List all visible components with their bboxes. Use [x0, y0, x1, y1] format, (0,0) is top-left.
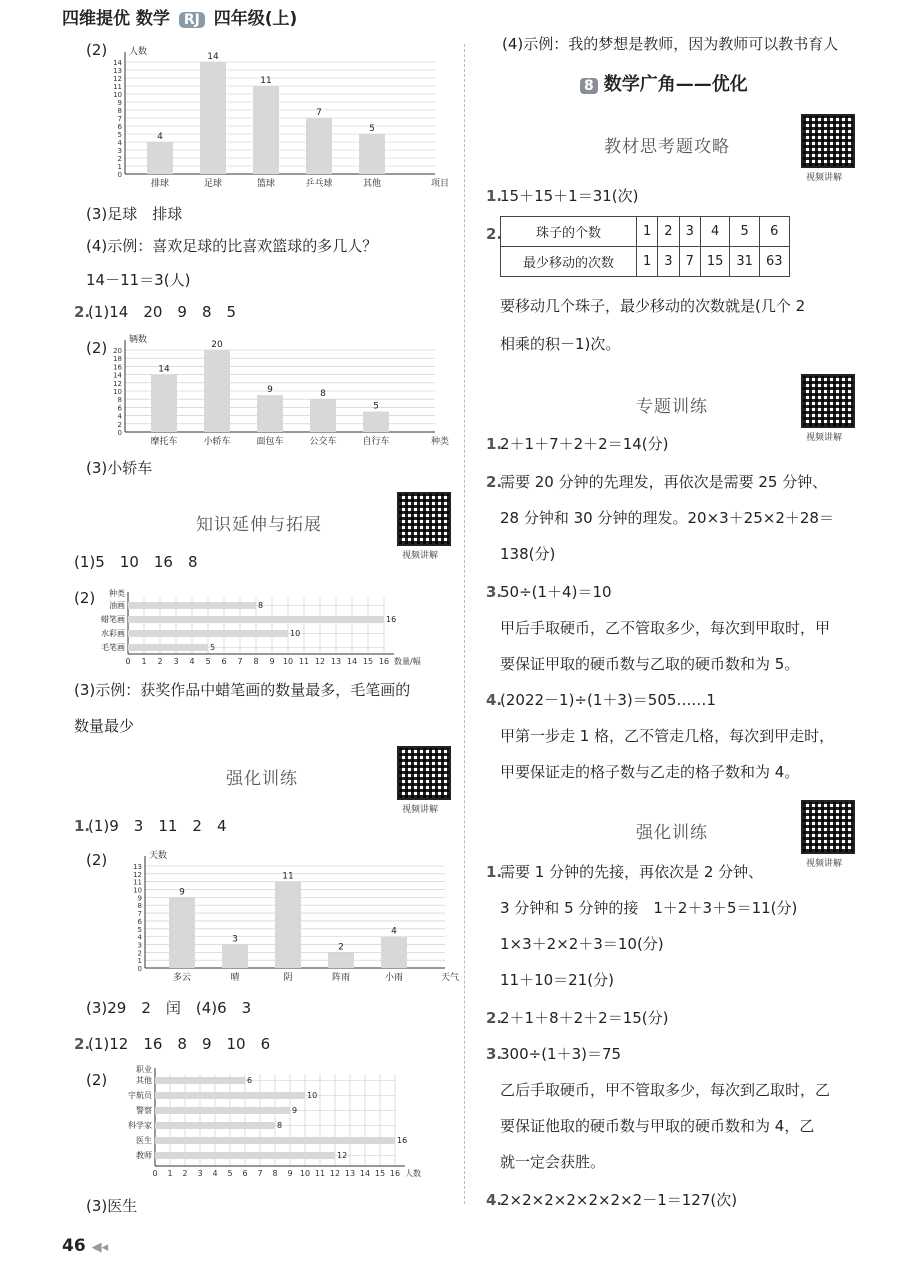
- bar: [155, 1107, 290, 1114]
- bar: [128, 630, 288, 637]
- qr-code-icon[interactable]: [397, 746, 451, 800]
- unit-number-badge: 8: [580, 78, 598, 94]
- answer-line: 数量最少: [74, 717, 135, 735]
- question-number: 2.: [486, 473, 503, 491]
- y-tick-label: 0: [117, 429, 122, 437]
- x-tick-label: 阵雨: [331, 973, 351, 983]
- table-cell: 1: [637, 217, 658, 247]
- question-number: 3.: [486, 583, 503, 601]
- table-cell: 6: [759, 217, 789, 247]
- x-tick-label: 8: [272, 1169, 278, 1178]
- y-tick-label: 13: [133, 863, 142, 871]
- question-number: 4.: [486, 1191, 503, 1209]
- data-label: 16: [386, 615, 397, 624]
- y-tick-label: 2: [137, 949, 142, 958]
- x-tick-label: 2: [157, 657, 163, 666]
- x-tick-label: 7: [257, 1169, 263, 1178]
- x-tick-label: 14: [346, 657, 358, 666]
- data-label: 16: [397, 1136, 408, 1145]
- y-tick-label: 科学家: [128, 1121, 152, 1130]
- question-number: 2.: [486, 1009, 503, 1027]
- x-tick-label: 小轿车: [203, 437, 231, 447]
- y-tick-label: 8: [117, 107, 122, 115]
- table-row: [501, 217, 790, 247]
- qr-label: 视频讲解: [806, 173, 843, 183]
- y-tick-label: 1: [117, 163, 122, 171]
- chart-artworks: [90, 584, 440, 666]
- answer-line: 要移动几个珠子，最少移动的次数就是(几个 2: [500, 297, 806, 315]
- question-number: 2.: [74, 1035, 91, 1053]
- data-label: 20: [211, 340, 223, 350]
- x-tick-label: 多云: [172, 973, 192, 983]
- question-number: 3.: [486, 1045, 503, 1063]
- y-tick-label: 5: [117, 131, 122, 139]
- answer-line: 14－11＝3(人): [86, 271, 191, 289]
- answer-line: (3)示例：获奖作品中蜡笔画的数量最多，毛笔画的: [74, 681, 411, 699]
- table-cell: 2: [658, 217, 679, 247]
- section-title: 强化训练: [636, 823, 708, 843]
- data-label: 5: [373, 401, 379, 412]
- data-label: 5: [210, 643, 216, 652]
- answer-line: 3 分钟和 5 分钟的接 1＋2＋3＋5＝11(分): [500, 899, 798, 917]
- question-number: 2.: [74, 303, 91, 321]
- answer-line: (2022－1)÷(1＋3)＝505……1: [500, 691, 716, 709]
- y-tick-label: 10: [133, 886, 142, 895]
- y-tick-label: 7: [117, 115, 122, 123]
- x-tick-label: 15: [362, 657, 374, 666]
- y-tick-label: 6: [137, 917, 142, 926]
- x-tick-label: 5: [205, 657, 211, 666]
- qr-code-icon[interactable]: [801, 800, 855, 854]
- x-tick-label: 0: [125, 657, 131, 666]
- y-tick-label: 4: [117, 412, 122, 421]
- y-tick-label: 2: [117, 155, 122, 163]
- x-tick-label: 面包车: [256, 437, 284, 447]
- qr-code-icon[interactable]: [801, 114, 855, 168]
- bar: [155, 1152, 335, 1159]
- bar: [200, 62, 226, 174]
- y-tick-label: 1: [137, 957, 142, 966]
- y-tick-label: 油画: [109, 601, 125, 610]
- y-axis-label: 辆数: [129, 335, 148, 345]
- y-tick-label: 12: [113, 379, 122, 388]
- answer-line: 乙后手取硬币，甲不管取多少，每次到乙取时，乙: [500, 1081, 831, 1099]
- data-label: 6: [247, 1076, 253, 1085]
- grade-label: 四年级(上): [213, 9, 298, 29]
- unit-heading: [580, 70, 748, 96]
- x-tick-label: 足球: [203, 179, 223, 189]
- answer-line: (4)示例：喜欢足球的比喜欢篮球的多几人？: [86, 237, 378, 255]
- qr-label: 视频讲解: [806, 859, 843, 869]
- chart-students-sports: [105, 36, 450, 189]
- x-tick-label: 排球: [150, 179, 170, 189]
- beads-table: [500, 216, 790, 277]
- answer-line: 需要 1 分钟的先接，再依次是 2 分钟、: [500, 863, 764, 881]
- y-tick-label: 医生: [136, 1136, 152, 1145]
- y-tick-label: 7: [137, 910, 142, 919]
- answer-line: 11＋10＝21(分): [500, 971, 614, 989]
- data-label: 9: [292, 1106, 298, 1115]
- question-number: 1.: [74, 817, 91, 835]
- x-tick-label: 13: [344, 1169, 356, 1178]
- data-label: 14: [158, 364, 170, 375]
- qr-label: 视频讲解: [806, 433, 843, 443]
- x-axis-label: 种类: [431, 437, 450, 447]
- y-tick-label: 8: [137, 902, 142, 911]
- book-title: 四维提优 数学: [62, 9, 170, 29]
- answer-line: (1)12 16 8 9 10 6: [88, 1035, 271, 1053]
- data-label: 5: [369, 124, 375, 134]
- answer-line: 甲第一步走 1 格，乙不管走几格，每次到甲走时，: [500, 727, 835, 745]
- bar: [155, 1077, 245, 1084]
- question-number: 1.: [486, 863, 503, 881]
- table-cell: 15: [700, 247, 730, 277]
- answer-line: (1)14 20 9 8 5: [88, 303, 237, 321]
- data-label: 9: [267, 385, 273, 396]
- y-tick-label: 11: [113, 83, 122, 91]
- bar: [128, 616, 384, 623]
- question-number: 2.: [486, 225, 503, 243]
- answer-line: (4)示例：我的梦想是教师，因为教师可以教书育人: [502, 35, 839, 53]
- y-tick-label: 蜡笔画: [101, 615, 125, 624]
- x-tick-label: 16: [378, 657, 390, 666]
- answer-line: (1)9 3 11 2 4: [88, 817, 227, 835]
- data-label: 8: [320, 389, 326, 400]
- column-divider: [464, 44, 466, 1204]
- data-label: 11: [260, 76, 272, 86]
- x-axis-label: 项目: [431, 179, 450, 189]
- y-tick-label: 12: [113, 75, 122, 83]
- page-number-text: 46: [62, 1236, 86, 1256]
- data-label: 11: [282, 871, 294, 882]
- x-tick-label: 其他: [362, 179, 382, 189]
- table-cell: 7: [679, 247, 700, 277]
- table-cell: 4: [700, 217, 730, 247]
- answer-line: (3)医生: [86, 1197, 138, 1215]
- y-tick-label: 16: [113, 363, 122, 372]
- x-tick-label: 10: [299, 1169, 311, 1178]
- data-label: 8: [258, 601, 264, 610]
- x-tick-label: 阴: [283, 973, 293, 983]
- y-tick-label: 10: [113, 388, 122, 396]
- chart1-label: (2): [86, 41, 108, 59]
- y-axis-label: 人数: [129, 47, 148, 57]
- y-axis-label: 职业: [136, 1065, 152, 1074]
- table-cell: 31: [730, 247, 760, 277]
- x-tick-label: 3: [197, 1169, 203, 1178]
- answer-line: (3)小轿车: [86, 459, 153, 477]
- y-tick-label: 教师: [136, 1151, 152, 1160]
- y-tick-label: 20: [113, 347, 122, 355]
- data-label: 10: [290, 629, 301, 638]
- table-row: [501, 247, 790, 277]
- chart-weather-days: [105, 846, 460, 986]
- x-tick-label: 2: [182, 1169, 188, 1178]
- bar: [275, 882, 301, 968]
- x-tick-label: 篮球: [256, 179, 276, 189]
- answer-line: 2＋1＋7＋2＋2＝14(分): [500, 435, 669, 453]
- answer-line: 50÷(1＋4)＝10: [500, 583, 612, 601]
- section-title: 知识延伸与拓展: [196, 515, 322, 535]
- section-title: 专题训练: [636, 397, 708, 417]
- x-tick-label: 3: [173, 657, 179, 666]
- y-tick-label: 0: [117, 171, 122, 179]
- bar: [359, 134, 385, 174]
- y-tick-label: 8: [117, 396, 122, 405]
- y-tick-label: 9: [137, 894, 142, 903]
- x-axis-label: 人数: [405, 1169, 421, 1178]
- chart-vehicles: [105, 334, 450, 447]
- y-tick-label: 水彩画: [101, 629, 125, 638]
- data-label: 3: [232, 934, 238, 945]
- answer-line: 15＋15＋1＝31(次): [500, 187, 639, 205]
- table-cell: 3: [679, 217, 700, 247]
- bar: [257, 395, 283, 432]
- x-tick-label: 8: [253, 657, 259, 666]
- answer-line: 2×2×2×2×2×2×2－1＝127(次): [500, 1191, 738, 1209]
- chart3-label: (2): [74, 589, 96, 607]
- question-number: 1.: [486, 187, 503, 205]
- section-title: 教材思考题攻略: [604, 137, 730, 157]
- chart-dream-jobs: [105, 1064, 435, 1182]
- question-number: 1.: [486, 435, 503, 453]
- page-header: [62, 4, 297, 29]
- x-tick-label: 15: [374, 1169, 386, 1178]
- data-label: 4: [391, 926, 397, 937]
- x-tick-label: 13: [330, 657, 342, 666]
- bar: [381, 937, 407, 968]
- bar: [306, 118, 332, 174]
- data-label: 10: [307, 1091, 318, 1100]
- bar: [363, 412, 389, 433]
- answer-line: 就一定会获胜。: [500, 1153, 606, 1171]
- table-cell: 63: [759, 247, 789, 277]
- y-tick-label: 13: [113, 67, 122, 75]
- bar: [222, 944, 248, 968]
- answer-line: 甲要保证走的格子数与乙走的格子数和为 4。: [500, 763, 800, 781]
- answer-line: 需要 20 分钟的先理发，再依次是需要 25 分钟、: [500, 473, 828, 491]
- answer-line: 138(分): [500, 545, 556, 563]
- x-tick-label: 0: [152, 1169, 158, 1178]
- x-tick-label: 乒乓球: [305, 179, 333, 189]
- data-label: 12: [337, 1151, 348, 1160]
- y-tick-label: 3: [117, 147, 122, 155]
- answer-line: 300÷(1＋3)＝75: [500, 1045, 622, 1063]
- y-tick-label: 11: [133, 878, 142, 887]
- bar: [155, 1092, 305, 1099]
- x-tick-label: 9: [269, 657, 275, 666]
- x-tick-label: 9: [287, 1169, 293, 1178]
- y-tick-label: 4: [117, 139, 122, 147]
- x-tick-label: 6: [242, 1169, 248, 1178]
- x-axis-label: 天气: [441, 973, 460, 983]
- table-cell: 1: [637, 247, 658, 277]
- answer-line: (1)5 10 16 8: [74, 553, 198, 571]
- table-cell: 5: [730, 217, 760, 247]
- question-number: 4.: [486, 691, 503, 709]
- answer-line: 1×3＋2×2＋3＝10(分): [500, 935, 664, 953]
- edition-tag: RJ: [179, 12, 205, 28]
- data-label: 8: [277, 1121, 283, 1130]
- bar: [169, 897, 195, 968]
- bar: [128, 644, 208, 651]
- bar: [310, 399, 336, 432]
- x-tick-label: 16: [389, 1169, 401, 1178]
- bar: [151, 375, 177, 432]
- answer-line: (3)足球 排球: [86, 205, 183, 223]
- x-tick-label: 14: [359, 1169, 371, 1178]
- x-tick-label: 4: [189, 657, 195, 666]
- section-title: 强化训练: [226, 769, 298, 789]
- y-tick-label: 3: [137, 941, 142, 950]
- y-axis-label: 天数: [149, 851, 168, 861]
- bar: [147, 142, 173, 174]
- x-tick-label: 晴: [230, 973, 240, 983]
- y-tick-label: 宇航员: [128, 1091, 152, 1100]
- y-tick-label: 14: [113, 371, 122, 380]
- y-tick-label: 10: [113, 91, 122, 99]
- bar: [155, 1122, 275, 1129]
- y-tick-label: 14: [113, 59, 122, 67]
- y-tick-label: 毛笔画: [101, 643, 125, 652]
- x-tick-label: 12: [314, 657, 326, 666]
- y-tick-label: 4: [137, 933, 142, 942]
- qr-code-icon[interactable]: [801, 374, 855, 428]
- x-tick-label: 1: [141, 657, 147, 666]
- x-tick-label: 摩托车: [150, 437, 178, 447]
- answer-line: 甲后手取硬币，乙不管取多少，每次到甲取时，甲: [500, 619, 831, 637]
- arrow-left-icon: ◀◂: [91, 1240, 109, 1255]
- y-axis-label: 种类: [109, 589, 125, 598]
- x-tick-label: 5: [227, 1169, 233, 1178]
- bar: [155, 1137, 395, 1144]
- answer-line: (3)29 2 闰 (4)6 3: [86, 999, 252, 1017]
- x-tick-label: 12: [329, 1169, 341, 1178]
- x-tick-label: 11: [298, 657, 310, 666]
- y-tick-label: 2: [117, 420, 122, 429]
- x-tick-label: 11: [314, 1169, 326, 1178]
- answer-line: 要保证甲取的硬币数与乙取的硬币数和为 5。: [500, 655, 800, 673]
- qr-label: 视频讲解: [402, 805, 439, 815]
- y-tick-label: 警察: [136, 1106, 152, 1115]
- y-tick-label: 5: [137, 925, 142, 934]
- table-row-header: 最少移动的次数: [501, 247, 637, 277]
- data-label: 9: [179, 887, 185, 898]
- x-tick-label: 小雨: [384, 973, 404, 983]
- x-tick-label: 10: [282, 657, 294, 666]
- y-tick-label: 6: [117, 123, 122, 131]
- y-tick-label: 12: [133, 870, 142, 879]
- answer-line: 2＋1＋8＋2＋2＝15(分): [500, 1009, 669, 1027]
- answer-line: 相乘的积－1)次。: [500, 335, 621, 353]
- table-cell: 3: [658, 247, 679, 277]
- page-number: [62, 1236, 108, 1256]
- chart5-label: (2): [86, 1071, 108, 1089]
- answer-line: 要保证他取的硬币数与甲取的硬币数和为 4，乙: [500, 1117, 815, 1135]
- answer-line: 28 分钟和 30 分钟的理发。20×3＋25×2＋28＝: [500, 509, 834, 527]
- x-axis-label: 数量/幅: [394, 657, 421, 666]
- data-label: 14: [207, 52, 219, 62]
- x-tick-label: 公交车: [309, 437, 337, 447]
- x-tick-label: 4: [212, 1169, 218, 1178]
- x-tick-label: 6: [221, 657, 227, 666]
- qr-label: 视频讲解: [402, 551, 439, 561]
- qr-code-icon[interactable]: [397, 492, 451, 546]
- y-tick-label: 其他: [136, 1076, 152, 1085]
- data-label: 2: [338, 942, 344, 953]
- y-tick-label: 18: [113, 355, 122, 364]
- chart4-label: (2): [86, 851, 108, 869]
- y-tick-label: 0: [137, 965, 142, 973]
- bar: [253, 86, 279, 174]
- x-tick-label: 7: [237, 657, 243, 666]
- bar: [128, 602, 256, 609]
- data-label: 4: [157, 132, 163, 142]
- bar: [204, 350, 230, 432]
- x-tick-label: 自行车: [362, 437, 390, 447]
- y-tick-label: 6: [117, 404, 122, 413]
- unit-title: 数学广角——优化: [603, 74, 748, 95]
- chart2-label: (2): [86, 339, 108, 357]
- data-label: 7: [316, 108, 322, 118]
- y-tick-label: 9: [117, 99, 122, 107]
- table-row-header: 珠子的个数: [501, 217, 637, 247]
- bar: [328, 952, 354, 968]
- x-tick-label: 1: [167, 1169, 173, 1178]
